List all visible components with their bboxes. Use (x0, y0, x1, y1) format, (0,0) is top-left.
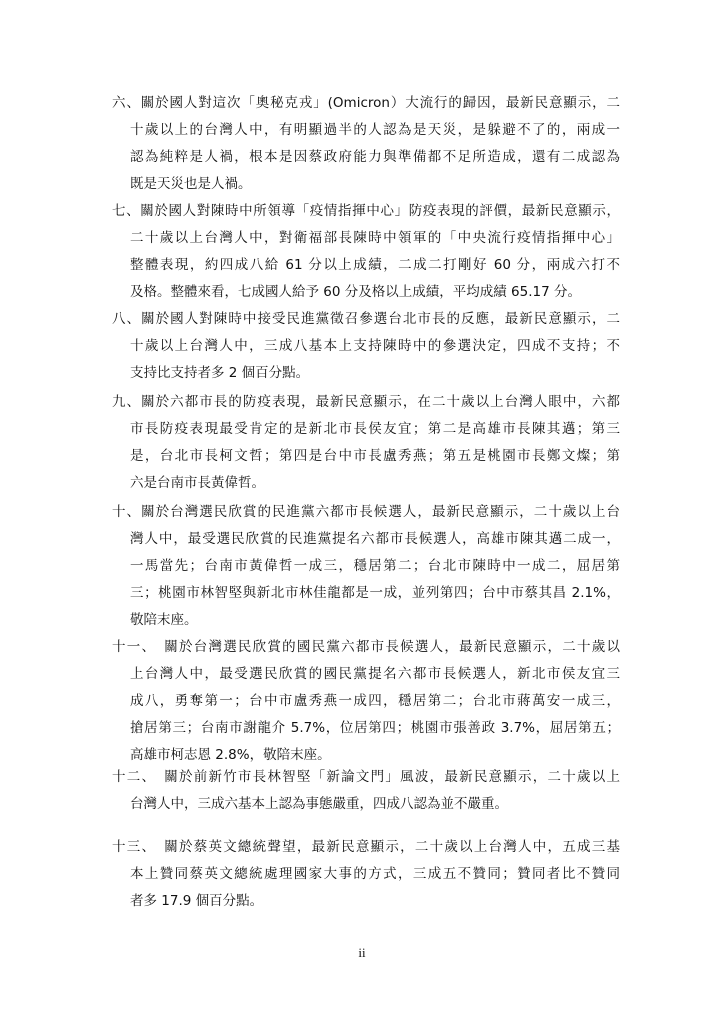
item-line: 整體表現，約四成八給 61 分以上成績，二成二打剛好 60 分，兩成六打不 (130, 257, 620, 273)
list-item-7 (112, 198, 620, 306)
list-item-6 (112, 90, 620, 198)
page-number: ii (358, 945, 366, 960)
item-line: 十一、 關於台灣選民欣賞的國民黨六都市長候選人，最新民意顯示，二十歲以 (112, 639, 620, 655)
item-line: 上台灣人中，最受選民欣賞的國民黨提名六都市長候選人，新北市侯友宜三 (130, 666, 620, 682)
item-line: 支持比支持者多 2 個百分點。 (130, 365, 310, 381)
item-line: 及格。整體來看，七成國人給予 60 分及格以上成績，平均成績 65.17 分。 (130, 284, 581, 300)
item-line: 十歲以上台灣人中，三成八基本上支持陳時中的參選決定，四成不支持；不 (130, 338, 620, 354)
item-line: 六是台南市長黃偉哲。 (130, 475, 265, 491)
item-line: 八、關於國人對陳時中接受民進黨徵召參選台北市長的反應，最新民意顯示，二 (112, 311, 620, 327)
item-line: 十三、 關於蔡英文總統聲望，最新民意顯示，二十歲以上台灣人中，五成三基 (112, 839, 620, 855)
item-line: 三；桃園市林智堅與新北市林佳龍都是一成，並列第四；台中市蔡其昌 2.1%， (130, 585, 620, 601)
item-line: 一馬當先；台南市黃偉哲一成三，穩居第二；台北市陳時中一成二，屈居第 (130, 558, 620, 574)
list-item-8 (112, 306, 620, 387)
list-item-10 (112, 499, 620, 634)
item-line: 本上贊同蔡英文總統處理國家大事的方式，三成五不贊同；贊同者比不贊同 (130, 866, 620, 882)
item-line: 市長防疫表現最受肯定的是新北市長侯友宜；第二是高雄市長陳其邁；第三 (130, 421, 620, 437)
item-line: 七、關於國人對陳時中所領導「疫情指揮中心」防疫表現的評價，最新民意顯示， (112, 203, 620, 219)
item-line: 認為純粹是人禍，根本是因蔡政府能力與準備都不足所造成，還有二成認為 (130, 149, 620, 165)
item-line: 高雄市柯志恩 2.8%，敬陪末座。 (130, 747, 331, 763)
item-line: 九、關於六都市長的防疫表現，最新民意顯示，在二十歲以上台灣人眼中，六都 (112, 394, 620, 410)
item-line: 六、關於國人對這次「奧秘克戎」(Omicron）大流行的歸因，最新民意顯示，二 (112, 95, 620, 111)
list-item-9 (112, 389, 620, 497)
item-line: 者多 17.9 個百分點。 (130, 893, 264, 909)
list-item-11 (112, 634, 620, 769)
item-line: 灣人中，最受選民欣賞的民進黨提名六都市長候選人，高雄市陳其邁二成一， (130, 531, 620, 547)
list-item-12 (112, 764, 620, 818)
item-line: 十、關於台灣選民欣賞的民進黨六都市長候選人，最新民意顯示，二十歲以上台 (112, 504, 620, 520)
item-line: 敬陪末座。 (130, 612, 198, 628)
item-line: 台灣人中，三成六基本上認為事態嚴重，四成八認為並不嚴重。 (130, 796, 508, 812)
item-line: 成八，勇奪第一；台中市盧秀燕一成四，穩居第二；台北市蔣萬安一成三， (130, 693, 620, 709)
list-item-13 (112, 834, 620, 915)
item-line: 搶居第三；台南市謝龍介 5.7%，位居第四；桃園市張善政 3.7%，屈居第五； (130, 720, 620, 736)
item-line: 是，台北市長柯文哲；第四是台中市長盧秀燕；第五是桃園市長鄭文燦；第 (130, 448, 620, 464)
item-line: 既是天災也是人禍。 (130, 176, 252, 192)
item-line: 十歲以上的台灣人中，有明顯過半的人認為是天災，是躲避不了的，兩成一 (130, 122, 620, 138)
item-line: 二十歲以上台灣人中，對衛福部長陳時中領軍的「中央流行疫情指揮中心」 (130, 230, 620, 246)
item-line: 十二、 關於前新竹市長林智堅「新論文門」風波，最新民意顯示，二十歲以上 (112, 769, 620, 785)
